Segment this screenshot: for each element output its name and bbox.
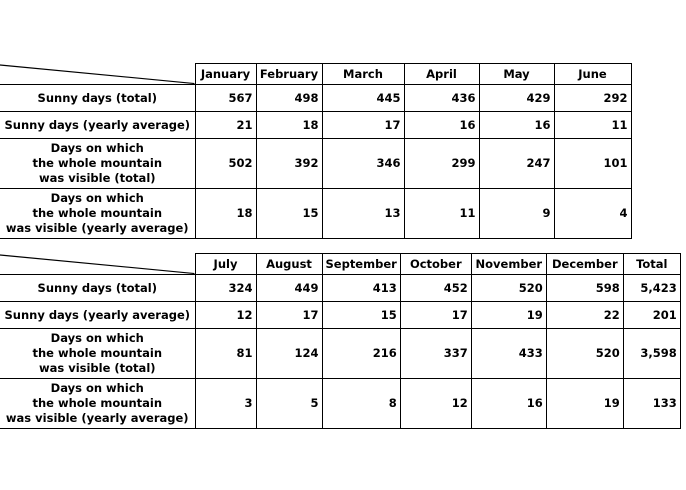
col-header: June	[554, 64, 631, 85]
cell-value: 15	[256, 189, 322, 239]
cell-value: 520	[546, 329, 623, 379]
col-header: February	[256, 64, 322, 85]
cell-value: 12	[195, 302, 256, 329]
col-header: December	[546, 254, 623, 275]
cell-value: 22	[546, 302, 623, 329]
cell-value: 16	[404, 112, 479, 139]
cell-value: 498	[256, 85, 322, 112]
cell-value: 124	[256, 329, 322, 379]
cell-value: 17	[322, 112, 404, 139]
col-header: March	[322, 64, 404, 85]
header-row	[0, 254, 680, 275]
row-label-text: Days on which the whole mountain was visible (yearly average)	[5, 381, 189, 425]
table-july-december	[0, 253, 681, 429]
cell-value: 436	[404, 85, 479, 112]
cell-value: 8	[322, 379, 400, 429]
cell-value: 5,423	[623, 275, 680, 302]
cell-value: 3	[195, 379, 256, 429]
row-label	[0, 379, 195, 429]
cell-value: 449	[256, 275, 322, 302]
cell-value: 17	[400, 302, 471, 329]
cell-value: 216	[322, 329, 400, 379]
cell-value: 392	[256, 139, 322, 189]
cell-value: 9	[479, 189, 554, 239]
cell-value: 502	[195, 139, 256, 189]
row-label: Sunny days (yearly average)	[0, 302, 195, 329]
col-header: January	[195, 64, 256, 85]
cell-value: 81	[195, 329, 256, 379]
cell-value: 101	[554, 139, 631, 189]
cell-value: 16	[479, 112, 554, 139]
cell-value: 598	[546, 275, 623, 302]
cell-value: 413	[322, 275, 400, 302]
cell-value: 11	[554, 112, 631, 139]
cell-value: 15	[322, 302, 400, 329]
row-label	[0, 329, 195, 379]
row-label: Sunny days (yearly average)	[0, 112, 195, 139]
row-label	[0, 139, 195, 189]
cell-value: 452	[400, 275, 471, 302]
diagonal-line	[0, 64, 195, 85]
table-row	[0, 302, 680, 329]
cell-value: 21	[195, 112, 256, 139]
cell-value: 292	[554, 85, 631, 112]
table-row	[0, 85, 631, 112]
col-header: Total	[623, 254, 680, 275]
cell-value: 247	[479, 139, 554, 189]
cell-value: 429	[479, 85, 554, 112]
cell-value: 11	[404, 189, 479, 239]
row-label	[0, 189, 195, 239]
cell-value: 19	[546, 379, 623, 429]
row-label-text: Days on which the whole mountain was visible (total)	[32, 331, 163, 375]
table-row	[0, 329, 680, 379]
cell-value: 18	[195, 189, 256, 239]
corner-cell	[0, 64, 195, 85]
table-row	[0, 275, 680, 302]
table-row	[0, 139, 631, 189]
cell-value: 13	[322, 189, 404, 239]
table-row	[0, 112, 631, 139]
cell-value: 567	[195, 85, 256, 112]
cell-value: 299	[404, 139, 479, 189]
cell-value: 18	[256, 112, 322, 139]
cell-value: 201	[623, 302, 680, 329]
cell-value: 16	[471, 379, 546, 429]
cell-value: 445	[322, 85, 404, 112]
col-header: July	[195, 254, 256, 275]
cell-value: 324	[195, 275, 256, 302]
col-header: April	[404, 64, 479, 85]
cell-value: 19	[471, 302, 546, 329]
diagonal-line	[0, 254, 195, 275]
col-header: September	[322, 254, 400, 275]
row-label: Sunny days (total)	[0, 275, 195, 302]
col-header: August	[256, 254, 322, 275]
cell-value: 5	[256, 379, 322, 429]
col-header: November	[471, 254, 546, 275]
cell-value: 346	[322, 139, 404, 189]
corner-cell	[0, 254, 195, 275]
col-header: October	[400, 254, 471, 275]
header-row	[0, 64, 631, 85]
cell-value: 12	[400, 379, 471, 429]
row-label: Sunny days (total)	[0, 85, 195, 112]
table-row	[0, 189, 631, 239]
table-row	[0, 379, 680, 429]
row-label-text: Days on which the whole mountain was visible (total)	[32, 141, 163, 185]
cell-value: 4	[554, 189, 631, 239]
cell-value: 133	[623, 379, 680, 429]
cell-value: 337	[400, 329, 471, 379]
cell-value: 3,598	[623, 329, 680, 379]
cell-value: 433	[471, 329, 546, 379]
table-january-june	[0, 63, 632, 239]
row-label-text: Days on which the whole mountain was visible (yearly average)	[5, 191, 189, 235]
cell-value: 520	[471, 275, 546, 302]
cell-value: 17	[256, 302, 322, 329]
col-header: May	[479, 64, 554, 85]
